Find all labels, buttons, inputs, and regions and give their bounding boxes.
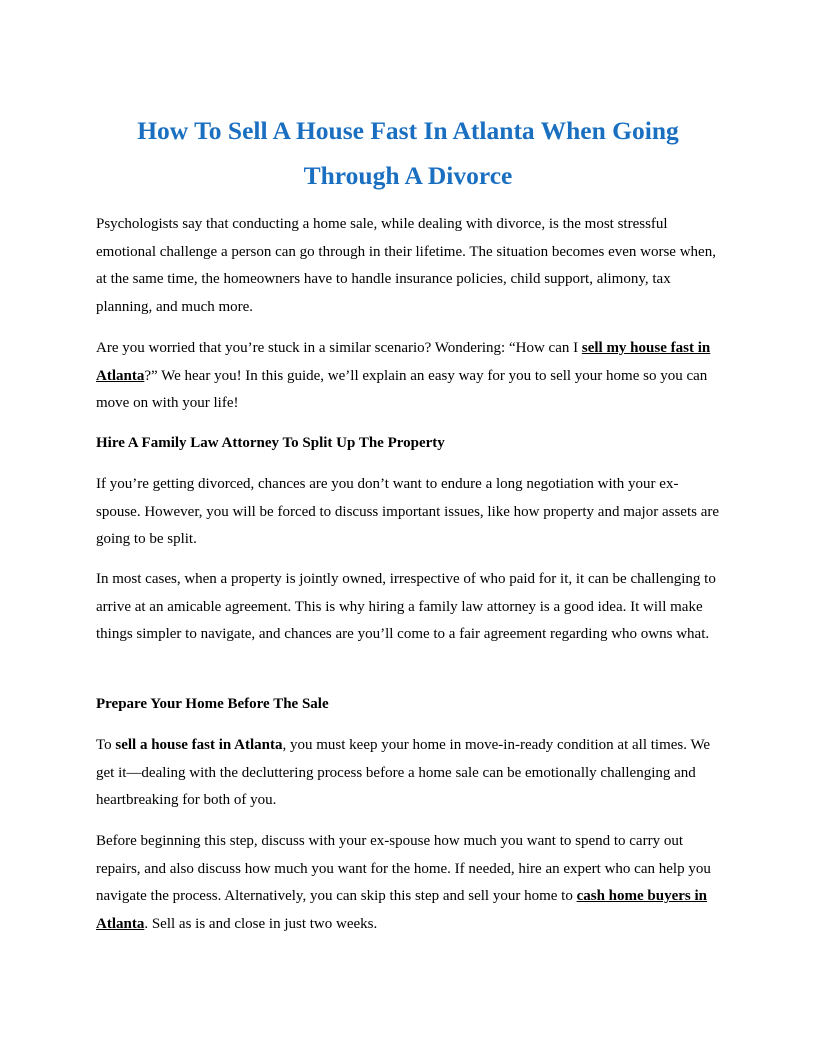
prepare-paragraph-1 — [96, 732, 720, 815]
question-paragraph — [96, 335, 720, 418]
attorney-paragraph-1: If you’re getting divorced, chances are you don’t want to endure a long negotiation with your ex-spouse. However, you will be forced to discuss important issues, like how property and major assets are going to be split. — [96, 476, 720, 548]
cash-home-buyers-link[interactable]: cash home buyers in Atlanta — [96, 888, 708, 932]
repairs-text-start: Before beginning this step, discuss with your ex-spouse how much you want to spend to carry out repairs, and also discuss how much you want for the home. If needed, hire an expert who can help you navigate the process. Alternatively, you can skip this step and sell your home to — [96, 833, 711, 905]
section-heading-prepare: Prepare Your Home Before The Sale — [96, 696, 329, 712]
intro-paragraph: Psychologists say that conducting a home sale, while dealing with divorce, is the most stressful emotional challenge a person can go through in their lifetime. The situation becomes even worse when, at the same time, the homeowners have to handle insurance policies, child support, alimony, tax planning, and much more. — [96, 216, 716, 315]
section-heading-attorney: Hire A Family Law Attorney To Split Up The Property — [96, 435, 445, 451]
question-text-start: Are you worried that you’re stuck in a similar scenario? Wondering: “How can I — [96, 340, 582, 356]
question-text-end: ?” We hear you! In this guide, we’ll explain an easy way for you to sell your home so you can move on with your life! — [96, 367, 708, 412]
prepare-text-end: , you must keep your home in move-in-ready condition at all times. We get it—dealing with the decluttering process before a home sale can be emotionally challenging and heartbreaking for both of you. — [96, 737, 711, 809]
attorney-paragraph-2: In most cases, when a property is jointly owned, irrespective of who paid for it, it can be challenging to arrive at an amicable agreement. This is why hiring a family law attorney is a good idea. It will make things simpler to navigate, and chances are you’ll come to a fair agreement regarding who owns what. — [96, 571, 716, 643]
repairs-text-end: . Sell as is and close in just two weeks. — [144, 915, 378, 932]
page-title: How To Sell A House Fast In Atlanta When Going Through A Divorce — [137, 116, 679, 190]
prepare-paragraph-2 — [96, 828, 720, 938]
prepare-text-start: To — [96, 737, 116, 753]
sell-house-fast-bold: sell a house fast in Atlanta — [115, 737, 283, 753]
sell-my-house-link[interactable]: sell my house fast in Atlanta — [96, 340, 711, 384]
